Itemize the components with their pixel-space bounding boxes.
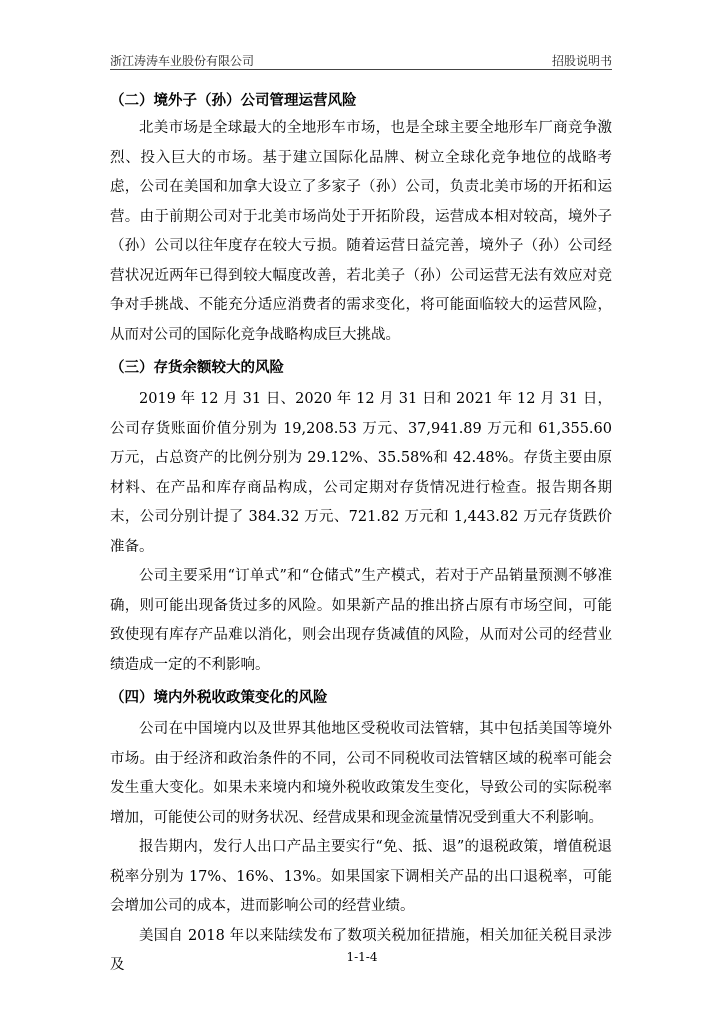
page-number: 1-1-4	[346, 950, 378, 964]
paragraph: 公司主要采用“订单式”和“仓储式”生产模式，若对于产品销量预测不够准确，则可能出现备货过多的风险。如果新产品的推出挤占原有市场空间，可能致使现有库存产品难以消化，则会出现存货减值的风险，从而对公司的经营业绩造成一定的不利影响。	[110, 568, 612, 673]
section-heading-overseas-subsidiary-risk: （二）境外子（孙）公司管理运营风险	[110, 93, 357, 109]
paragraph: 2019 年 12 月 31 日、2020 年 12 月 31 日和 2021 年 12 月 31 日，公司存货账面价值分别为 19,208.53 万元、37,941.89 万元和 61,355.60 万元，占总资产的比例分别为 29.12%、35.58%和 42.48%。存货主要由原材料、在产品和库存商品构成，公司定期对存货情况进行检查。报告期各期末，公司分别计提了 384.32 万元、721.82 万元和 1,443.82 万元存货跌价准备。	[110, 391, 612, 555]
header-company-name: 浙江涛涛车业股份有限公司	[110, 54, 255, 68]
paragraph: 北美市场是全球最大的全地形车市场，也是全球主要全地形车厂商竞争激烈、投入巨大的市场。基于建立国际化品牌、树立全球化竞争地位的战略考虑，公司在美国和加拿大设立了多家子（孙）公司，负责北美市场的开拓和运营。由于前期公司对于北美市场尚处于开拓阶段，运营成本相对较高，境外子（孙）公司以往年度存在较大亏损。随着运营日益完善，境外子（孙）公司经营状况近两年已得到较大幅度改善，若北美子（孙）公司运营无法有效应对竞争对手挑战、不能充分适应消费者的需求变化，将可能面临较大的运营风险，从而对公司的国际化竞争战略构成巨大挑战。	[110, 120, 612, 343]
section-heading-inventory-risk: （三）存货余额较大的风险	[110, 360, 284, 376]
document-body	[110, 88, 612, 981]
header-divider	[110, 69, 612, 70]
paragraph: 公司在中国境内以及世界其他地区受税收司法管辖，其中包括美国等境外市场。由于经济和政治条件的不同，公司不同税收司法管辖区域的税率可能会发生重大变化。如果未来境内和境外税收政策发生变化，导致公司的实际税率增加，可能使公司的财务状况、经营成果和现金流量情况受到重大不利影响。	[110, 721, 612, 826]
paragraph: 美国自 2018 年以来陆续发布了数项关税加征措施，相关加征关税目录涉及	[110, 927, 612, 973]
header-document-type: 招股说明书	[551, 54, 612, 68]
section-heading-tax-policy-risk: （四）境内外税收政策变化的风险	[110, 690, 328, 706]
paragraph: 报告期内，发行人出口产品主要实行“免、抵、退”的退税政策，增值税退税率分别为 17%、16%、13%。如果国家下调相关产品的出口退税率，可能会增加公司的成本，进而影响公司的经营业绩。	[110, 839, 612, 914]
page-header	[110, 52, 612, 70]
